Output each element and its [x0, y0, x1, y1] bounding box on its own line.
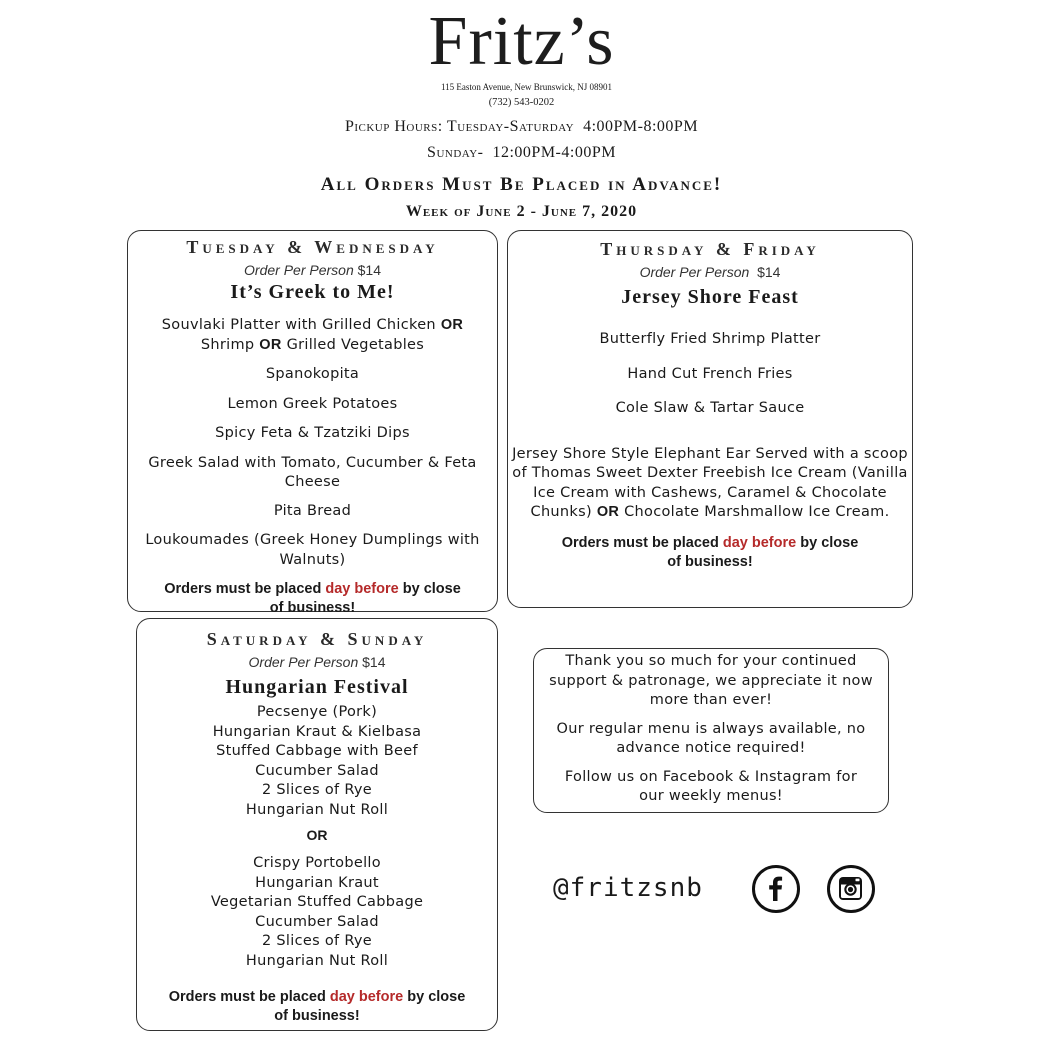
meat-list: [137, 703, 497, 820]
or-separator: OR: [306, 827, 328, 843]
menu-item: Hungarian Kraut: [255, 874, 379, 891]
menu-card-thu-fri: [507, 230, 913, 608]
menu-item: Cucumber Salad: [255, 913, 379, 930]
menu-item: Cole Slaw & Tartar Sauce: [615, 400, 805, 416]
phone-number: (732) 543-0202: [488, 97, 555, 108]
pickup-label: Pickup Hours:: [344, 118, 443, 135]
menu-item: 2 Slices of Rye: [261, 782, 373, 798]
pickup-hours: [0, 118, 1043, 136]
follow-message: Follow us on Facebook & Instagram for our weekly menus!: [564, 768, 858, 804]
order-note: Orders must be placed day before by close of business!: [164, 581, 461, 616]
advance-notice: All Orders Must Be Placed in Advance!: [320, 174, 723, 195]
menu-item: Spanokopita: [265, 366, 360, 382]
price-line: Order Per Person $14: [639, 264, 781, 280]
instagram-icon[interactable]: [827, 865, 875, 913]
thanks-message: Thank you so much for your continued support & patronage, we appreciate it now more than ever!: [549, 653, 873, 708]
menu-item: Hungarian Nut Roll: [245, 952, 389, 969]
menu-item: Souvlaki Platter with Grilled Chicken OR Shrimp OR Grilled Vegetables: [161, 317, 464, 353]
menu-item: Pita Bread: [273, 502, 352, 519]
menu-card-tue-wed: [127, 230, 498, 616]
card-heading: Tuesday & Wednesday: [186, 237, 439, 257]
menu-item: Lemon Greek Potatoes: [227, 395, 398, 412]
sunday-label: Sunday-: [427, 144, 484, 161]
menu-title: Jersey Shore Feast: [621, 286, 799, 308]
menu-item: Cucumber Salad: [255, 762, 379, 779]
menu-title: Hungarian Festival: [225, 676, 409, 698]
menu-item: Hungarian Kraut & Kielbasa: [212, 723, 422, 740]
menu-item: Butterfly Fried Shrimp Platter: [599, 331, 821, 347]
menu-title: It’s Greek to Me!: [230, 281, 395, 303]
menu-item: Hungarian Nut Roll: [245, 801, 389, 818]
menu-item: Pecsenye (Pork): [256, 704, 378, 720]
menu-item: Spicy Feta & Tzatziki Dips: [215, 425, 410, 441]
menu-item: Stuffed Cabbage with Beef: [216, 743, 418, 759]
card-heading: Thursday & Friday: [600, 239, 820, 259]
brand-logo: Fritz’s: [428, 3, 615, 80]
price-line: Order Per Person $14: [244, 262, 381, 278]
menu-item: 2 Slices of Rye: [261, 933, 373, 949]
sunday-time: 12:00PM-4:00PM: [492, 144, 616, 161]
order-note: Orders must be placed day before by close of business!: [561, 534, 859, 570]
veg-list: [137, 854, 497, 971]
pickup-time: 4:00PM-8:00PM: [583, 118, 699, 135]
regular-menu-message: Our regular menu is always available, no advance notice required!: [556, 720, 866, 756]
price-line: Order Per Person $14: [248, 654, 386, 670]
address: 115 Easton Avenue, New Brunswick, NJ 08901: [441, 82, 612, 92]
thank-you-card: [533, 648, 889, 813]
sunday-hours: [0, 144, 1043, 162]
facebook-icon[interactable]: [752, 865, 800, 913]
social-handle[interactable]: @fritzsnb: [553, 873, 703, 903]
menu-item: Jersey Shore Style Elephant Ear Served with a scoop of Thomas Sweet Dexter Freebish Ice Cream (Vanilla Ice Cream with Cashews, Caramel & Chocolate Chunks) OR Chocolate Marshmallow Ice Cream.: [512, 445, 908, 520]
week-range: Week of June 2 - June 7, 2020: [405, 203, 638, 220]
menu-item: Greek Salad with Tomato, Cucumber & Feta Cheese: [148, 454, 477, 490]
menu-item: Hand Cut French Fries: [627, 365, 793, 382]
card-heading: Saturday & Sunday: [206, 629, 428, 649]
menu-card-sat-sun: [136, 618, 498, 1031]
menu-item: Vegetarian Stuffed Cabbage: [210, 894, 424, 910]
pickup-days: Tuesday-Saturday: [446, 118, 575, 135]
menu-item: Crispy Portobello: [253, 855, 381, 871]
order-note: Orders must be placed day before by close of business!: [168, 989, 466, 1024]
menu-item: Loukoumades (Greek Honey Dumplings with Walnuts): [145, 532, 480, 568]
